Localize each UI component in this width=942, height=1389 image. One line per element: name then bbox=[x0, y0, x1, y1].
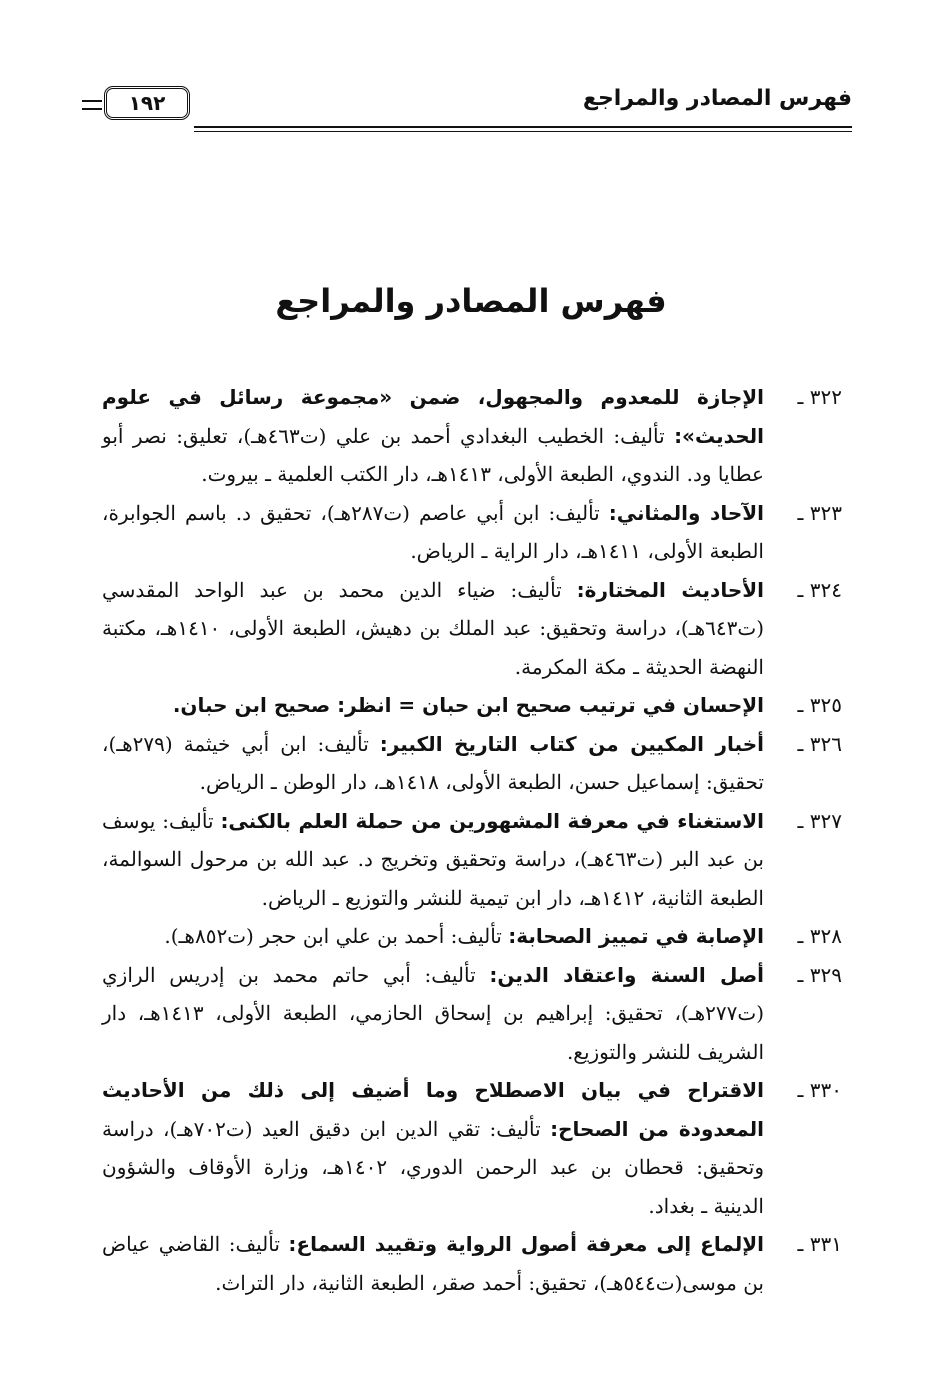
entry-number: ٣٣٠ ـ bbox=[797, 1078, 842, 1102]
entry-title: أصل السنة واعتقاد الدين: bbox=[489, 962, 764, 987]
bibliography-entry bbox=[102, 1071, 842, 1225]
running-title: فهرس المصادر والمراجع bbox=[582, 86, 852, 111]
entry-number: ٣٢٩ ـ bbox=[797, 962, 842, 987]
page-title: فهرس المصادر والمراجع bbox=[275, 282, 667, 320]
entry-detail: تأليف: ضياء الدين محمد بن عبد الواحد المقدسي (ت٦٤٣هـ)، دراسة وتحقيق: عبد الملك بن دهيش، الطبعة الأولى، ١٤١٠هـ، مكتبة النهضة الحديثة ـ مكة المكرمة. bbox=[102, 577, 764, 679]
entry-detail: تأليف: أبي حاتم محمد بن إدريس الرازي (ت٢٧٧هـ)، تحقيق: إبراهيم بن إسحاق الحازمي، الطبعة الأولى، ١٤١٣هـ، دار الشريف للنشر والتوزيع. bbox=[102, 962, 764, 1064]
entry-detail: تأليف: ابن أبي عاصم (ت٢٨٧هـ)، تحقيق د. باسم الجوابرة، الطبعة الأولى، ١٤١١هـ، دار الراية ـ الرياض. bbox=[102, 500, 764, 563]
entry-number: ٣٢٢ ـ bbox=[797, 385, 842, 409]
entry-title: الإلماع إلى معرفة أصول الرواية وتقييد السماع: bbox=[288, 1232, 765, 1256]
entry-title: الاقتراح في بيان الاصطلاح وما أضيف إلى ذلك من الأحاديث المعدودة من الصحاح: bbox=[102, 1078, 764, 1141]
bibliography-entry bbox=[102, 917, 842, 956]
bibliography-entry bbox=[102, 686, 842, 725]
header-rule bbox=[194, 126, 852, 132]
entry-detail: تأليف: القاضي عياض بن موسى(ت٥٤٤هـ)، تحقيق: أحمد صقر، الطبعة الثانية، دار التراث. bbox=[102, 1232, 764, 1295]
bibliography-entry bbox=[102, 956, 842, 1072]
entry-detail: تأليف: تقي الدين ابن دقيق العيد (ت٧٠٢هـ)، دراسة وتحقيق: قحطان بن عبد الرحمن الدوري، ١٤٠٢هـ، وزارة الأوقاف والشؤون الدينية ـ بغداد. bbox=[102, 1116, 764, 1218]
entry-title: الإحسان في ترتيب صحيح ابن حبان = انظر: صحيح ابن حبان. bbox=[172, 693, 764, 717]
entry-detail: تأليف: ابن أبي خيثمة (٢٧٩هـ)، تحقيق: إسماعيل حسن، الطبعة الأولى، ١٤١٨هـ، دار الوطن ـ الرياض. bbox=[102, 731, 764, 794]
bibliography-entry bbox=[102, 494, 842, 571]
entry-number: ٣٢٧ ـ bbox=[797, 808, 842, 833]
entry-title: الأحاديث المختارة: bbox=[576, 577, 764, 602]
header-ornament-dash bbox=[82, 100, 102, 110]
entry-number: ٣٢٦ ـ bbox=[797, 731, 842, 756]
entry-title: الإصابة في تمييز الصحابة: bbox=[508, 924, 764, 948]
entry-detail: تأليف: يوسف بن عبد البر (ت٤٦٣هـ)، دراسة وتحقيق وتخريج د. عبد الله بن مرحول السوالمة، الطبعة الثانية، ١٤١٢هـ، دار ابن تيمية للنشر والتوزيع ـ الرياض. bbox=[102, 808, 764, 910]
bibliography-entry bbox=[102, 571, 842, 687]
entry-title: أخبار المكيين من كتاب التاريخ الكبير: bbox=[379, 731, 764, 756]
entry-number: ٣٣١ ـ bbox=[797, 1232, 842, 1256]
running-header bbox=[90, 84, 852, 128]
entry-number: ٣٢٨ ـ bbox=[797, 924, 842, 948]
entry-number: ٣٢٥ ـ bbox=[797, 693, 842, 717]
entry-detail: تأليف: الخطيب البغدادي أحمد بن علي (ت٤٦٣هـ)، تعليق: نصر أبو عطايا ود. الندوي، الطبعة الأولى، ١٤١٣هـ، دار الكتب العلمية ـ بيروت. bbox=[102, 423, 764, 486]
entry-title: الاستغناء في معرفة المشهورين من حملة العلم بالكنى: bbox=[220, 808, 764, 833]
entry-number: ٣٢٤ ـ bbox=[797, 577, 842, 602]
entry-detail: تأليف: أحمد بن علي ابن حجر (ت٨٥٢هـ). bbox=[164, 924, 502, 948]
entry-title: الآحاد والمثاني: bbox=[608, 500, 764, 525]
entry-title: الإجازة للمعدوم والمجهول، ضمن «مجموعة رسائل في علوم الحديث»: bbox=[102, 385, 764, 448]
bibliography-entry bbox=[102, 1225, 842, 1302]
bibliography-entry bbox=[102, 802, 842, 918]
bibliography-entry bbox=[102, 725, 842, 802]
bibliography-entry bbox=[102, 378, 842, 494]
entry-number: ٣٢٣ ـ bbox=[797, 500, 842, 525]
page-number: ١٩٢ bbox=[128, 91, 166, 115]
bibliography-list bbox=[102, 378, 842, 1302]
page-number-box bbox=[104, 86, 190, 120]
